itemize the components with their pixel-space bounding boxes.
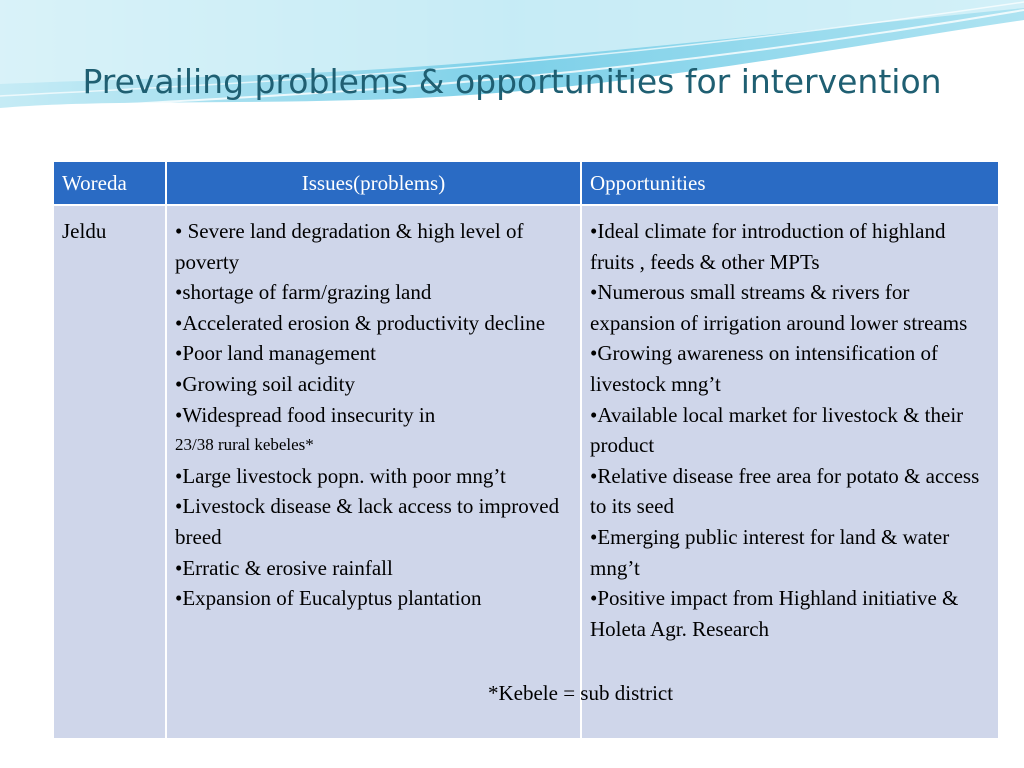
footnote: *Kebele = sub district xyxy=(488,681,674,705)
woreda-cell: Jeldu xyxy=(53,205,166,739)
header-opportunities: Opportunities xyxy=(581,161,999,205)
header-issues: Issues(problems) xyxy=(166,161,581,205)
opportunity-item: •Ideal climate for introduction of highland fruits , feeds & other MPTs xyxy=(590,219,946,274)
problems-opportunities-table xyxy=(52,160,1000,740)
issue-item: • Severe land degradation & high level of poverty xyxy=(175,219,524,274)
issue-item: •Livestock disease & lack access to improved breed xyxy=(175,494,560,549)
issue-item: •Growing soil acidity xyxy=(175,371,356,396)
issue-item: •Widespread food insecurity in xyxy=(175,402,436,427)
opportunity-item: •Growing awareness on intensification of livestock mng’t xyxy=(590,341,938,396)
opportunity-item: •Relative disease free area for potato & access to its seed xyxy=(590,463,980,519)
issue-item: •Erratic & erosive rainfall xyxy=(175,555,393,580)
issue-item: •Large livestock popn. with poor mng’t xyxy=(175,463,506,488)
opportunity-item: •Numerous small streams & rivers for expansion of irrigation around lower streams xyxy=(590,280,968,335)
issue-item: •Expansion of Eucalyptus plantation xyxy=(175,586,482,611)
header-woreda: Woreda xyxy=(53,161,166,205)
issue-item-continuation: 23/38 rural kebeles* xyxy=(175,435,314,455)
issue-item: •shortage of farm/grazing land xyxy=(175,280,432,305)
opportunity-item: •Available local market for livestock & their product xyxy=(590,402,964,458)
opportunity-item: •Positive impact from Highland initiative & Holeta Agr. Research xyxy=(590,586,959,641)
issue-item: •Accelerated erosion & productivity decline xyxy=(175,310,546,335)
table-header-row xyxy=(53,161,999,205)
issues-cell xyxy=(166,205,581,739)
slide-title: Prevailing problems & opportunities for intervention xyxy=(82,62,942,101)
opportunities-cell xyxy=(581,205,999,739)
issue-item: •Poor land management xyxy=(175,341,376,366)
table-row xyxy=(53,205,999,739)
opportunity-item: •Emerging public interest for land & water mng’t xyxy=(590,524,950,580)
